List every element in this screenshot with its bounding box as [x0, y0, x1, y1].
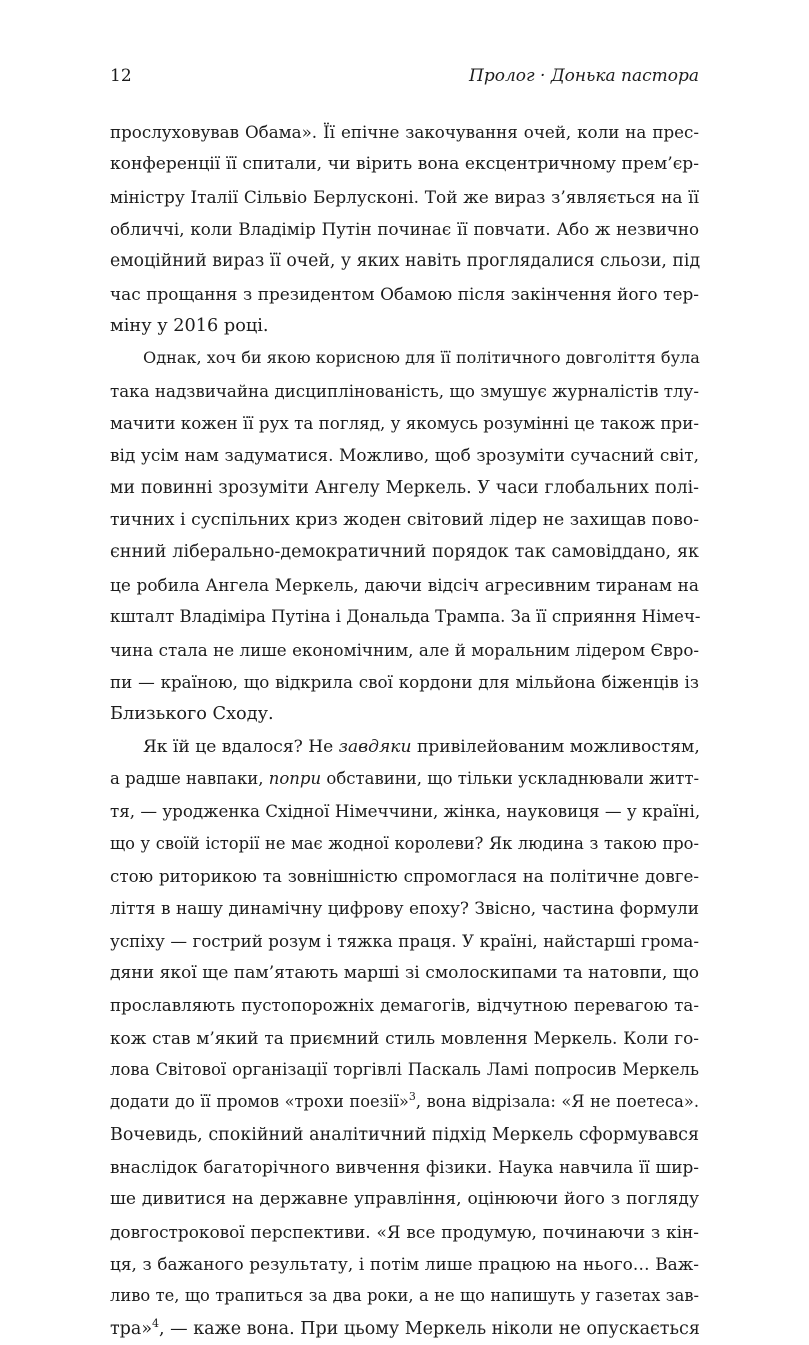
text-run: привілейованим можливостям,	[411, 736, 700, 757]
running-title: Пролог · Донька пастора	[469, 66, 699, 86]
text-line: прослуховував Обама». Її епічне закочування очей, коли на прес-	[110, 122, 699, 142]
text-line	[110, 1313, 699, 1345]
text-line: внаслідок багаторічного вивчення фізики. Наука навчила її шир-	[110, 1157, 699, 1177]
text-line: єнний ліберально-демократичний порядок так самовіддано, як	[110, 542, 699, 563]
text-line: кшталт Владіміра Путіна і Дональда Трампа. За її сприяння Німеч-	[110, 607, 701, 627]
text-line: емоційний вираз її очей, у яких навіть проглядалися сльози, під	[110, 251, 701, 272]
text-line: чина стала не лише економічним, але й моральним лідером Євро-	[110, 639, 699, 660]
text-line: міністру Італії Сільвіо Берлусконі. Той же вираз з’являється на її	[110, 186, 699, 207]
text-run: а радше навпаки,	[110, 768, 269, 788]
text-run: , — каже вона. При цьому Меркель ніколи не опускається	[159, 1318, 700, 1339]
text-line: тичних і суспільних криз жоден світовий лідер не захищав пово-	[110, 510, 699, 531]
text-line: конференції її спитали, чи вірить вона ексцентричному прем’єр-	[110, 154, 699, 175]
text-run: Як їй це вдалося? Не	[143, 736, 339, 757]
text-line: обличчі, коли Владімір Путін починає її повчати. Або ж незвично	[110, 219, 699, 240]
text-line: ше дивитися на державне управління, оцінюючи його з погляду	[110, 1189, 699, 1210]
text-line: Однак, хоч би якою корисною для її політичного довголіття була	[143, 348, 700, 368]
text-line: дяни якої ще пам’ятають марші зі смолоскипами та натовпи, що	[110, 962, 699, 983]
text-line: кож став м’який та приємний стиль мовлення Меркель. Коли го-	[110, 1027, 699, 1048]
text-line: міну у 2016 році.	[110, 316, 269, 337]
text-line: ця, з бажаного результату, і потім лише працюю на нього… Важ-	[110, 1254, 699, 1275]
text-line	[110, 731, 699, 763]
text-line: прославляють пустопорожніх демагогів, відчутною перевагою та-	[110, 995, 699, 1016]
body-text	[110, 116, 699, 1345]
text-line: ліття в нашу динамічну цифрову епоху? Звісно, частина формули	[110, 898, 699, 919]
text-line: ливо те, що трапиться за два роки, а не що напишуть у газетах зав-	[110, 1286, 699, 1306]
text-line: ми повинні зрозуміти Ангелу Меркель. У часи глобальних полі-	[110, 477, 699, 498]
text-line: що у своїй історії не має жодної королеви? Як людина з такою про-	[110, 833, 699, 853]
text-line: довгострокової перспективи. «Я все продумую, починаючи з кін-	[110, 1221, 699, 1242]
page-header	[110, 66, 699, 94]
text-line: пи — країною, що відкрила свої кордони для мільйона біженців із	[110, 671, 699, 692]
text-line	[110, 1086, 699, 1118]
text-line: Близького Сходу.	[110, 704, 274, 725]
text-line	[110, 763, 699, 795]
text-run: , вона відрізала: «Я не поетеса».	[415, 1092, 700, 1112]
text-line: лова Світової організації торгівлі Паскаль Ламі попросив Меркель	[110, 1059, 699, 1079]
text-line: Вочевидь, спокійний аналітичний підхід Меркель сформувався	[110, 1124, 699, 1145]
emphasis-text: попри	[268, 768, 322, 788]
text-run: тра»	[110, 1318, 153, 1339]
text-line: мачити кожен її рух та погляд, у якомусь розумінні це також при-	[110, 413, 699, 434]
text-line: така надзвичайна дисциплінованість, що змушує журналістів тлу-	[110, 380, 699, 401]
text-run: додати до її промов «трохи поезії»	[110, 1092, 409, 1112]
footnote-ref-3[interactable]: 3	[408, 1090, 416, 1104]
text-line: від усім нам задуматися. Можливо, щоб зрозуміти сучасний світ,	[110, 445, 699, 466]
text-run: обставини, що тільки ускладнювали житт-	[321, 768, 700, 788]
page-number: 12	[110, 66, 132, 86]
footnote-ref-4[interactable]: 4	[152, 1316, 160, 1330]
text-line: стою риторикою та зовнішністю спромоглася на політичне довге-	[110, 865, 699, 886]
emphasis-text: завдяки	[338, 736, 412, 757]
text-line: це робила Ангела Меркель, даючи відсіч агресивним тиранам на	[110, 574, 699, 595]
text-line: успіху — гострий розум і тяжка праця. У країні, найстарші грома-	[110, 930, 699, 951]
text-line: час прощання з президентом Обамою після закінчення його тер-	[110, 283, 699, 304]
text-line: тя, — уродженка Східної Німеччини, жінка, науковиця — у країні,	[110, 801, 701, 822]
